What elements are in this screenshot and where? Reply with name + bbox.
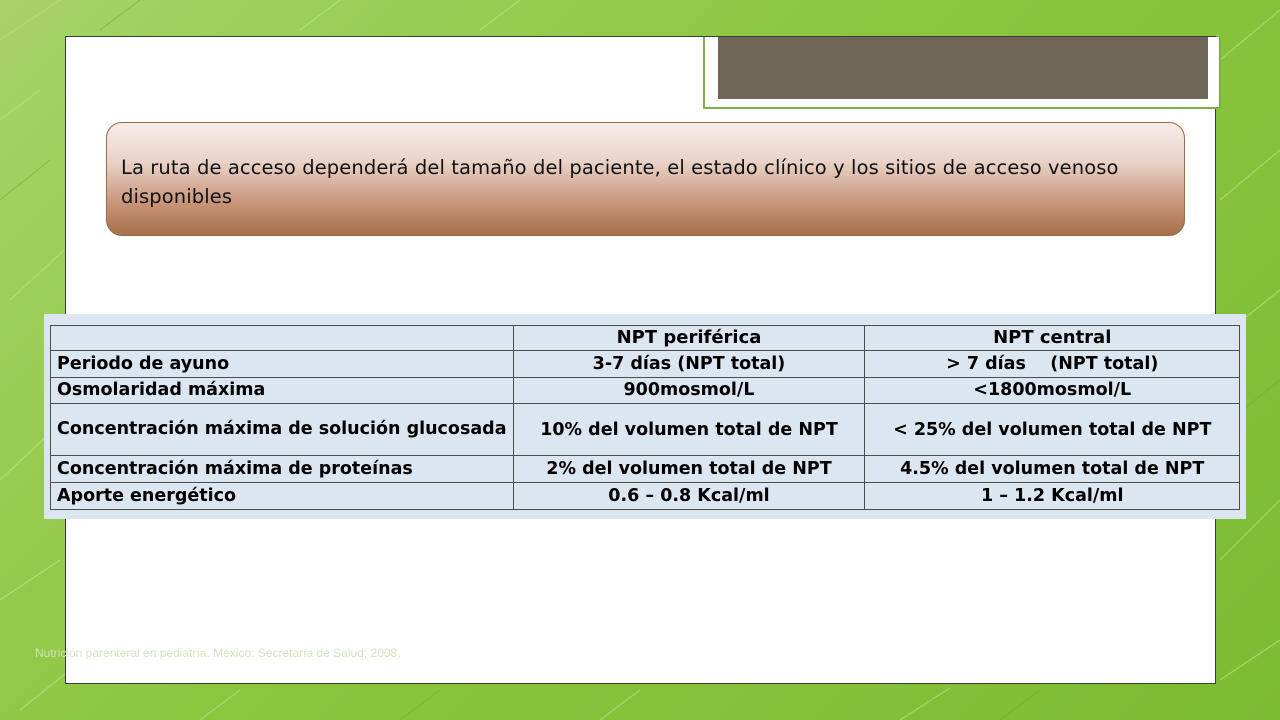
callout-text: La ruta de acceso dependerá del tamaño del paciente, el estado clínico y los sitios de acceso venoso disponibles: [121, 156, 1119, 208]
title-placeholder-frame: [703, 37, 1221, 109]
table-row: [51, 377, 1240, 403]
row-label: Periodo de ayuno: [51, 351, 514, 377]
peripheral-value: 3-7 días (NPT total): [513, 351, 865, 377]
peripheral-value: 10% del volumen total de NPT: [513, 403, 865, 456]
title-placeholder: [718, 37, 1208, 99]
peripheral-value: 900mosmol/L: [513, 377, 865, 403]
row-label: Aporte energético: [51, 482, 514, 509]
npt-comparison-table-image: [44, 314, 1246, 519]
table-row: [51, 403, 1240, 456]
table-row: [51, 351, 1240, 377]
table-row: [51, 456, 1240, 482]
table-row: [51, 482, 1240, 509]
row-label: Concentración máxima de proteínas: [51, 456, 514, 482]
central-value: 1 – 1.2 Kcal/ml: [865, 482, 1240, 509]
source-citation: Nutrición parenteral en pediatría. México: Secretaría de Salud; 2008.: [35, 646, 401, 660]
header-cell-empty: [51, 326, 514, 351]
row-label: Concentración máxima de solución glucosada: [51, 403, 514, 456]
row-label: Osmolaridad máxima: [51, 377, 514, 403]
peripheral-value: 2% del volumen total de NPT: [513, 456, 865, 482]
npt-comparison-table: [50, 325, 1240, 510]
header-cell-peripheral: NPT periférica: [513, 326, 865, 351]
central-value: > 7 días (NPT total): [865, 351, 1240, 377]
callout-box: [106, 122, 1185, 236]
central-value: 4.5% del volumen total de NPT: [865, 456, 1240, 482]
central-value: < 25% del volumen total de NPT: [865, 403, 1240, 456]
table-header-row: [51, 326, 1240, 351]
header-cell-central: NPT central: [865, 326, 1240, 351]
central-value: <1800mosmol/L: [865, 377, 1240, 403]
peripheral-value: 0.6 – 0.8 Kcal/ml: [513, 482, 865, 509]
